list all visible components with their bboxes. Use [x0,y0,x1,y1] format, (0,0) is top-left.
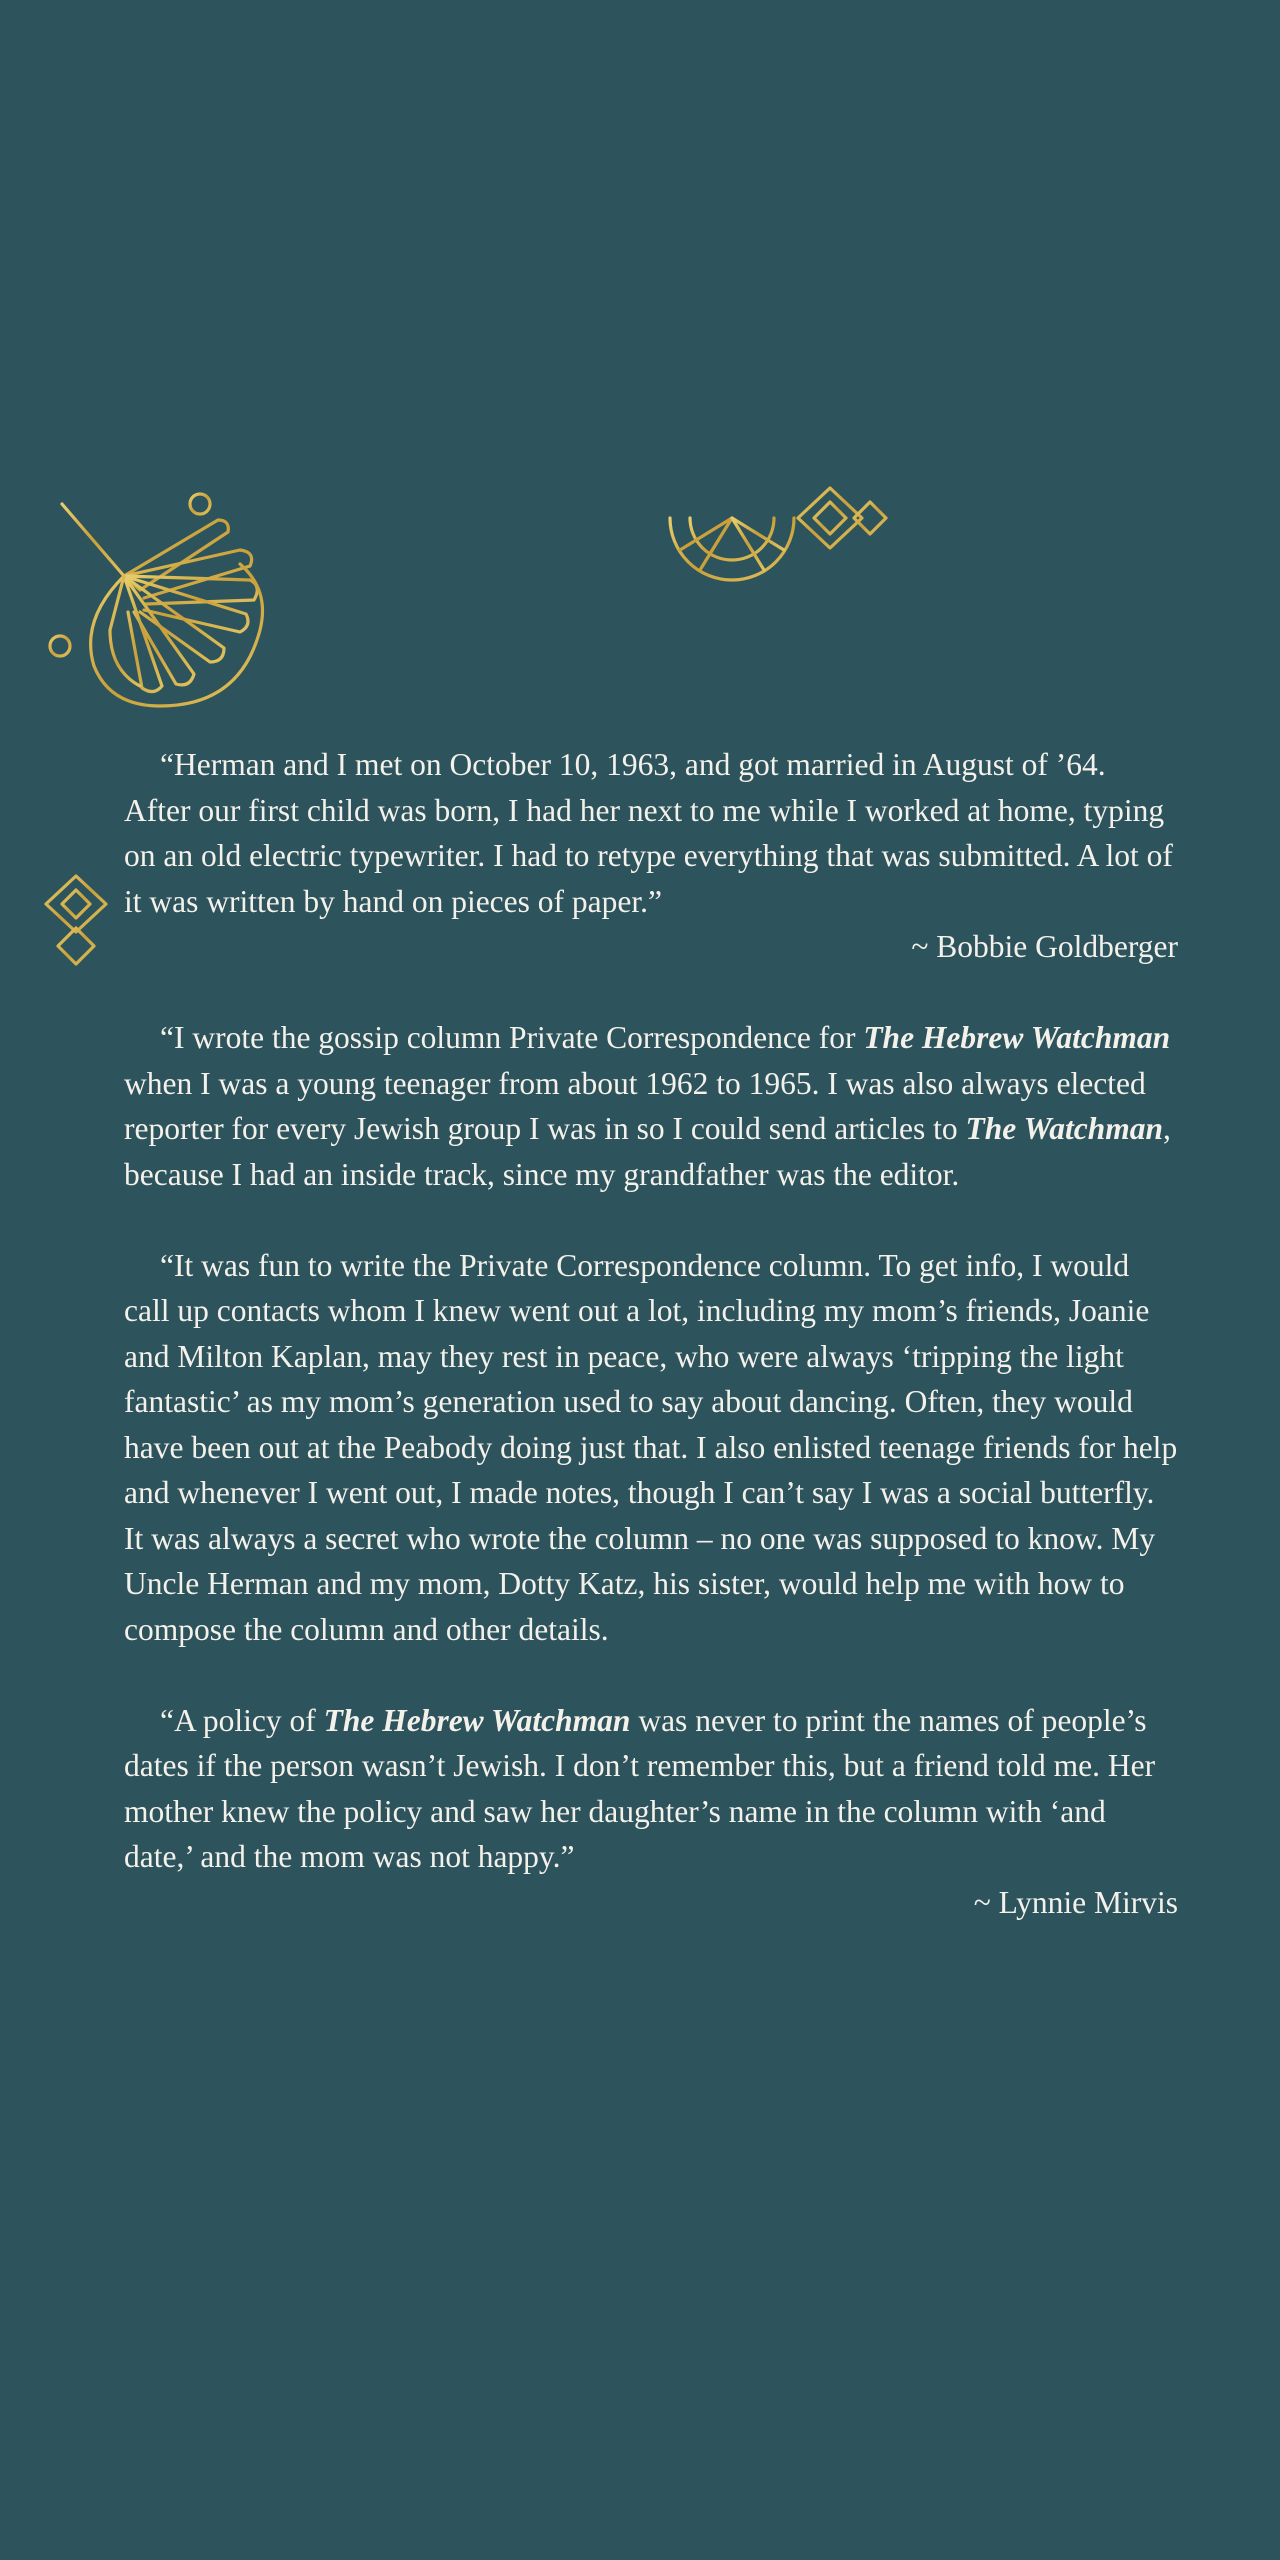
quote-policy [124,1698,1178,1880]
paragraph-spacer [124,1652,1178,1698]
attribution-lynnie-mirvis: ~ Lynnie Mirvis [973,1884,1178,1920]
paragraph-spacer [124,1197,1178,1243]
attribution-bobbie-goldberger: ~ Bobbie Goldberger [911,929,1178,964]
quote-gossip-column [124,1015,1178,1197]
publication-title: The Hebrew Watchman [863,1020,1171,1055]
quote-text: when I was a young teenager from about 1962 to 1965. I was also always elected reporter for every Jewish group I was in so I could send articles to [124,1065,1146,1146]
quote-text: “I wrote the gossip column Private Correspondence for [160,1020,864,1055]
paragraph-spacer [124,970,1178,1016]
quote-bobbie-goldberger: “Herman and I met on October 10, 1963, and got married in August of ’64. After our first child was born, I had her next to me while I worked at home, typing on an old electric typewriter. I had to retype everything that was submitted. A lot of it was written by hand on pieces of paper.” [124,747,1173,919]
publication-title: The Hebrew Watchman [323,1702,631,1738]
quotes-column [124,742,1178,1925]
quote-text: was never to print the names of people’s dates if the person wasn’t Jewish. I don’t remember this, but a friend told me. Her mother knew the policy and saw her daughter’s name in the column with ‘and date,’ and the mom was not happy.” [124,1702,1156,1874]
quote-private-correspondence: “It was fun to write the Private Correspondence column. To get info, I would call up contacts whom I knew went out a lot, including my mom’s friends, Joanie and Milton Kaplan, may they rest in peace, who were always ‘tripping the light fantastic’ as my mom’s generation used to say about dancing. Often, they would have been out at the Peabody doing just that. I also enlisted teenage friends for help and whenever I went out, I made notes, though I can’t say I was a social butterfly. It was always a secret who wrote the column – no one was supposed to know. My Uncle Herman and my mom, Dotty Katz, his sister, would help me with how to compose the column and other details. [124,1247,1178,1647]
publication-title: The Watchman [965,1111,1164,1146]
quote-text: “A policy of [160,1702,324,1738]
quote-text: , because I had an inside track, since my grandfather was the editor. [124,1111,1171,1192]
